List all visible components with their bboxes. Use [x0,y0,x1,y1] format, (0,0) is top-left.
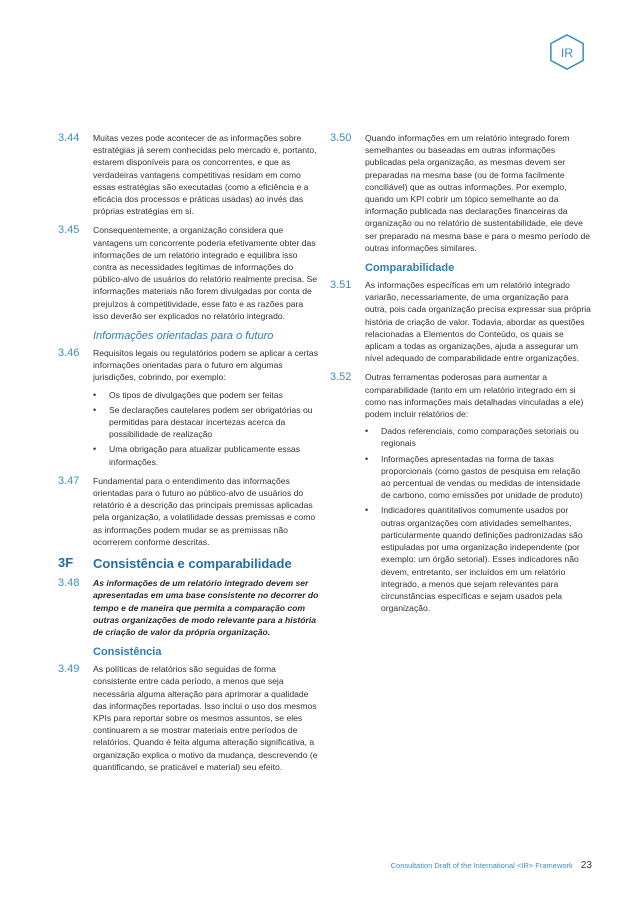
paragraph-3-46 [58,347,320,468]
paragraph-number: 3.49 [58,663,80,676]
list-item-text: Indicadores quantitativos comumente usados por outras organizações com atividades semelhantes, particularmente quando definições padronizadas são estipuladas por uma organização independente (por exemplo: um órgão setorial). Esses indicadores não devem, entretanto, ser incluídos em um relatório integrado, a menos que sejam relevantes para circunstâncias específicas e sejam usados pela organização. [381,505,583,614]
bullet-icon: • [93,444,97,455]
footer-title: Consultation Draft of the International <IR> Framework [390,861,573,870]
paragraph-text: Outras ferramentas poderosas para aumentar a comparabilidade (tanto em um relatório integrado em si como nas informações mais detalhadas vinculadas a ele) podem incluir relatórios de: [365,372,584,420]
list-item [365,504,592,614]
section-title: Consistência e comparabilidade [93,556,292,572]
paragraph-number: 3.47 [58,474,80,487]
paragraph-text: Muitas vezes pode acontecer de as informações sobre estratégias já serem conhecidas pelo mercado e, portanto, estarem disponíveis para os concorrentes, e que as verdadeiras vantagens competitivas residam em como essas estratégias são executadas (como a eficiência e a eficácia dos processos e práticas usadas) ao invés das próprias estratégias em si. [93,133,317,217]
paragraph-number: 3.44 [58,132,80,144]
ir-logo [548,33,586,71]
paragraph-text: As políticas de relatórios são seguidas de forma consistente entre cada período, a menos que seja necessária alguma alteração para aprimorar a qualidade das informações reportadas. Isso inclui o uso dos mesmos KPIs para reportar sobre os mesmos assuntos, se eles continuarem a se mostrar materiais entre períodos de relatórios. Quando é feita alguma alteração significativa, a organização explica o motivo da mudança, descrevendo (e quantificando, se praticável e material) seu efeito. [93,664,318,772]
subheading-future-info: Informações orientadas para o futuro [93,330,274,343]
right-column [330,132,592,621]
paragraph-3-51 [330,279,592,364]
bullet-icon: • [93,389,97,400]
paragraph-number: 3.48 [58,577,80,590]
paragraph-3-48 [58,577,320,638]
paragraph-3-44 [58,132,320,217]
bullet-list [93,389,320,468]
paragraph-text: Fundamental para o entendimento das informações orientadas para o futuro ao público-alvo de usuários do relatório é a descrição das principais premissas aplicadas pela organização, a volatilidade dessas premissas e como as informações podem mudar se as premissas não ocorrerem conforme descritas. [93,475,316,547]
paragraph-text: Requisitos legais ou regulatórios podem se aplicar a certas informações orientadas para o futuro em algumas jurisdições, cobrindo, por exemplo: [93,348,318,383]
paragraph-3-50 [330,132,592,254]
paragraph-text: As informações específicas em um relatório integrado variarão, necessariamente, de uma organização para outra, pois cada organização precisa expressar sua própria história de criação de valor. Todavia, abordar as questões relacionadas a Elementos do Conteúdo, os quais se aplicam a todas as organizações, ajuda a assegurar um nível adequado de comparabilidade entre organizações. [365,280,591,364]
list-item-text: Informações apresentadas na forma de taxas proporcionais (como gastos de pesquisa em relação ao percentual de vendas ou medidas de intensidade de carbono, como emissões por unidade de produto) [381,453,583,501]
page-footer [391,860,592,871]
left-column [58,132,320,780]
paragraph-3-52 [330,371,592,614]
paragraph-number: 3.46 [58,347,80,360]
page-number: 23 [580,860,592,871]
paragraph-text: Consequentemente, a organização considera que vantagens um concorrente poderia efetivamente obter das informações de um relatório integrado e equilibra isso contra as necessidades legítimas de informações do público-alvo de usuários do relatório realmente precisa. Se informações materiais não forem divulgadas por conta de prejuízos à competitividade, esse fato e as razões para isso deverão ser explicados no relatório integrado. [93,225,318,321]
paragraph-3-45 [58,224,320,322]
subheading-consistency: Consistência [93,646,162,659]
bullet-list [365,425,592,614]
section-heading-3f [58,555,320,573]
paragraph-number: 3.51 [330,279,352,292]
bullet-icon: • [365,426,369,437]
paragraph-number: 3.50 [330,132,352,144]
ir-logo-icon [548,33,586,71]
list-item-text: Uma obrigação para atualizar publicamente essas informações. [109,444,301,467]
paragraph-number: 3.45 [58,224,80,237]
list-item-text: Dados referenciais, como comparações setoriais ou regionais [381,426,579,449]
list-item [365,453,592,502]
list-item [93,404,320,441]
paragraph-3-47 [58,475,320,548]
paragraph-text: Quando informações em um relatório integrado forem semelhantes ou baseadas em outras informações publicadas pela organização, as mesmas devem ser preparadas na mesma base (ou de forma facilmente conciliável) que as outras informações. Por exemplo, quando um KPI cobrir um tópico semelhante ao da informação publicada nas declarações financeiras da organização ou no relatório de sustentabilidade, ele deve ser preparado na mesma base e para o mesmo período de outras informações similares. [365,133,590,253]
ir-logo-text: IR [560,45,574,60]
bullet-icon: • [365,453,369,464]
paragraph-text: As informações de um relatório integrado devem ser apresentadas em uma base consistente no decorrer do tempo e de maneira que permita a comparação com outras organizações de modo relevante para a história de criação de valor da própria organização. [93,578,319,637]
list-item-text: Se declarações cautelares podem ser obrigatórias ou permitidas para destacar incertezas acerca da possibilidade de realização [109,404,313,440]
list-item [365,425,592,449]
paragraph-number: 3.52 [330,371,352,384]
section-number: 3F [58,555,74,571]
bullet-icon: • [93,404,97,415]
bullet-icon: • [365,505,369,516]
paragraph-3-49 [58,663,320,773]
list-item [93,443,320,467]
list-item [93,389,320,401]
list-item-text: Os tipos de divulgações que podem ser feitas [109,389,283,400]
subheading-comparability: Comparabilidade [365,262,455,275]
